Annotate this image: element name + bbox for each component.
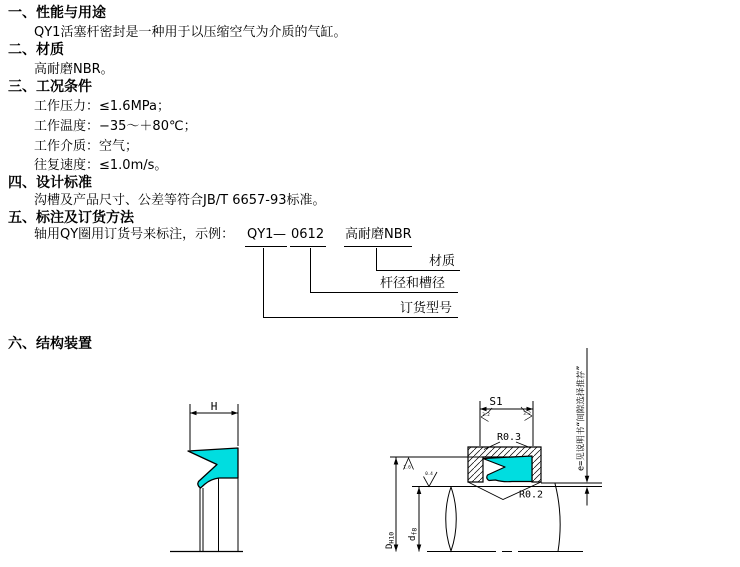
rod-break-lens <box>446 487 457 551</box>
reciprocating-speed: 往复速度：≤1.0m/s。 <box>34 158 168 173</box>
installed-seal-drawing <box>385 348 602 552</box>
callout-material: 材质 <box>429 254 456 269</box>
order-example-prefix: 轴用QY圈用订货号来标注，示例： <box>34 227 235 242</box>
dia-d-small-symbol: d <box>408 535 418 541</box>
arrowhead <box>417 545 422 552</box>
leader-model-vertical <box>263 248 264 317</box>
section-4-heading: 四、设计标准 <box>8 175 92 191</box>
roughness-bore-value: 1.6 <box>403 464 411 470</box>
dia-d-big-tolerance: H10 <box>387 531 396 544</box>
dim-s1-label: S1 <box>489 395 503 408</box>
order-code-size: 0612 <box>291 227 325 242</box>
order-code-material: 高耐磨NBR <box>345 227 412 242</box>
underline-size <box>290 246 326 247</box>
radius-bottom-label: R0.2 <box>519 489 544 501</box>
radius-top-label: R0.3 <box>497 432 522 443</box>
rod-break-arc <box>555 484 560 552</box>
section-2-body: 高耐磨NBR。 <box>34 62 114 77</box>
section-1-body: QY1活塞杆密封是一种用于以压缩空气为介质的气缸。 <box>34 25 347 40</box>
working-temperature: 工作温度：−35～＋80℃； <box>34 119 197 134</box>
arrowhead <box>232 411 239 415</box>
installed-seal-cross-section <box>483 456 532 482</box>
arrowhead <box>480 407 487 411</box>
roughness-right-value: 3.2 <box>523 411 531 416</box>
working-medium: 工作介质：空气； <box>34 139 139 154</box>
underline-model <box>245 246 287 247</box>
order-code-dash: — <box>273 227 286 242</box>
arrowhead <box>394 458 399 465</box>
dim-h-label: H <box>210 400 218 413</box>
arrowhead <box>190 411 197 415</box>
leader-model-horizontal <box>263 317 458 318</box>
section-5-heading: 五、标注及订货方法 <box>8 210 134 226</box>
section-3-heading: 三、工况条件 <box>8 79 92 95</box>
section-6-heading: 六、结构装置 <box>8 336 92 352</box>
callout-size: 杆径和槽径 <box>380 276 446 291</box>
section-2-heading: 二、材质 <box>8 42 64 58</box>
clearance-note: e=见说明书“间隙选择推荐” <box>576 365 587 471</box>
working-pressure: 工作压力：≤1.6MPa； <box>34 99 171 114</box>
arrowhead <box>585 476 590 483</box>
leader-size-vertical <box>310 248 311 292</box>
dia-d-big-label <box>385 532 396 549</box>
dia-d-small-label <box>408 528 419 541</box>
arrowhead <box>585 487 590 494</box>
section-1-heading: 一、性能与用途 <box>8 5 106 21</box>
roughness-rod-value: 0.4 <box>425 471 433 476</box>
structure-drawings <box>0 340 740 567</box>
callout-model: 订货型号 <box>400 301 453 316</box>
section-4-body: 沟槽及产品尺寸、公差等符合JB/T 6657-93标准。 <box>34 193 326 208</box>
dia-d-big-symbol: D <box>385 543 395 549</box>
leader-material-horizontal <box>376 270 460 271</box>
leader-size-horizontal <box>310 292 458 293</box>
underline-material <box>344 246 412 247</box>
free-state-seal-drawing <box>170 400 243 552</box>
arrowhead <box>417 487 422 494</box>
seal-cross-section <box>188 448 238 488</box>
dia-d-small-tolerance: f8 <box>410 527 419 536</box>
roughness-left-value: 3.2 <box>482 412 490 417</box>
order-code-model: QY1 <box>247 227 274 242</box>
leader-material-vertical <box>376 248 377 270</box>
